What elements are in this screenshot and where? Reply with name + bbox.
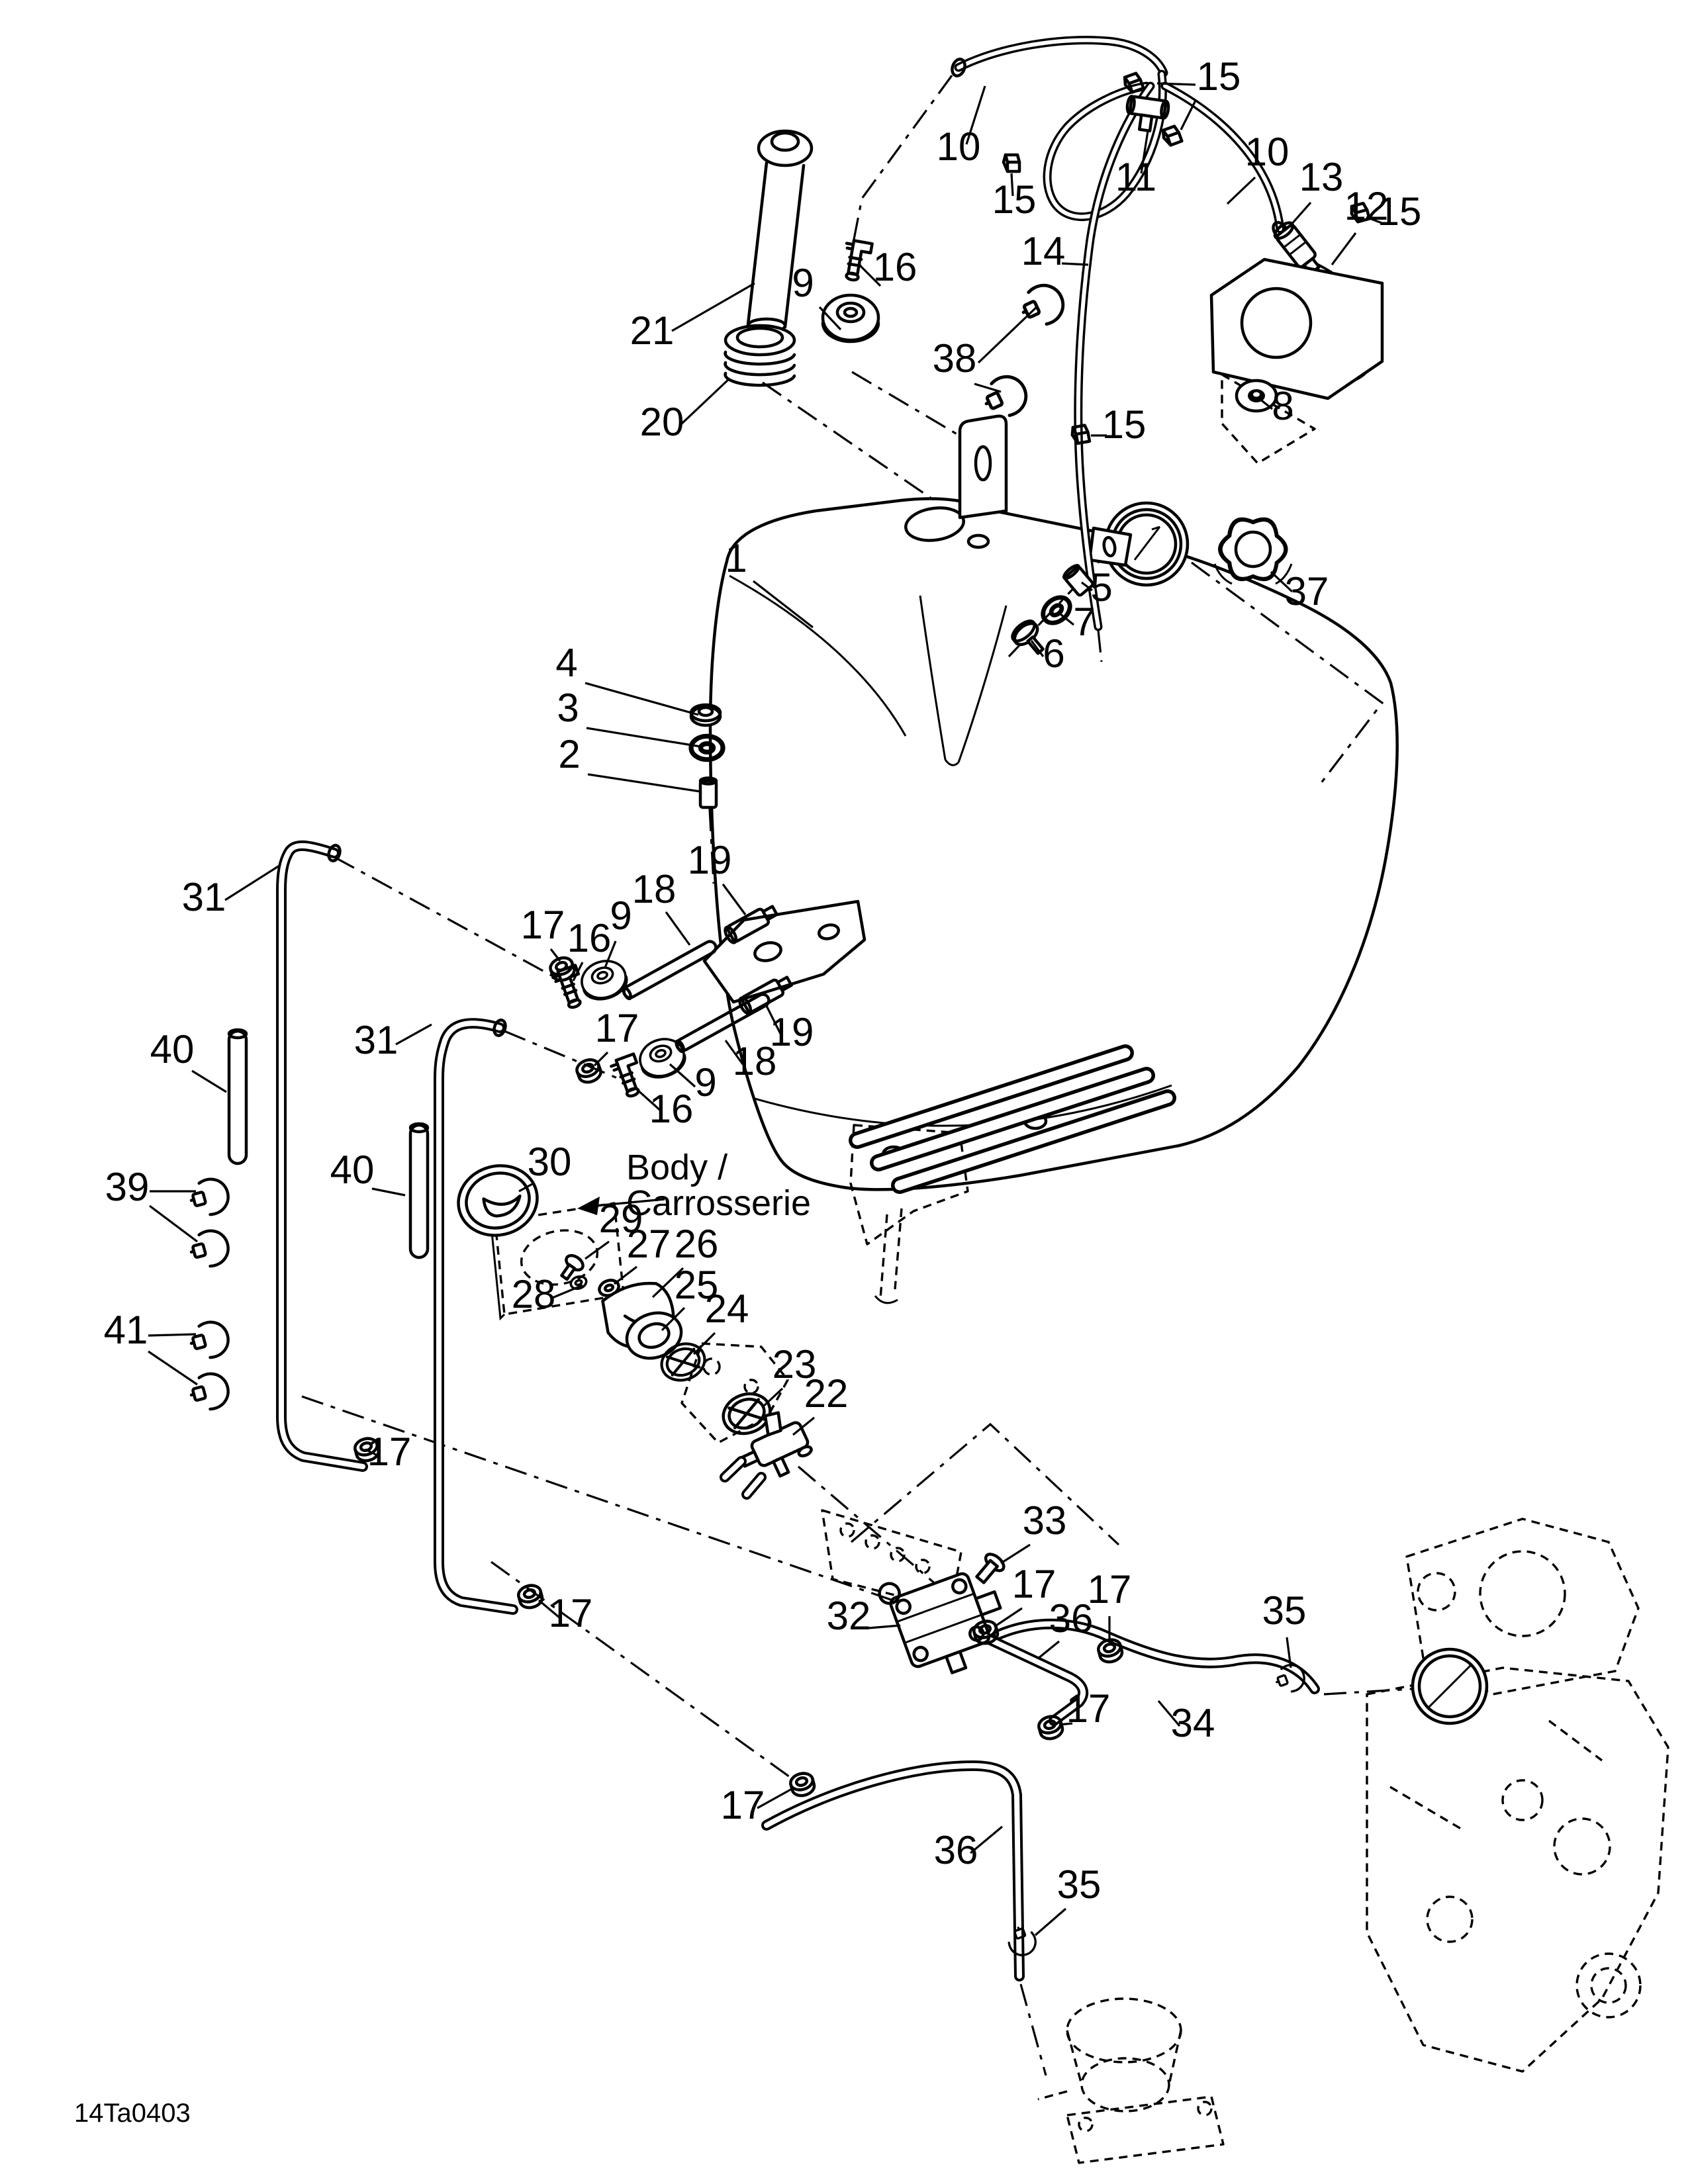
- carburetor-dashed: [1038, 1999, 1223, 2163]
- leader-line-40: [192, 1071, 226, 1092]
- leader-line-31: [225, 866, 279, 900]
- leader-line-4: [585, 683, 698, 715]
- callout-label-9: 9: [792, 261, 814, 305]
- callout-label-2: 2: [558, 732, 581, 776]
- body-label-line1: Body /: [626, 1148, 728, 1187]
- tank-ribs: [857, 1053, 1168, 1185]
- support-bracket: [1211, 259, 1382, 398]
- fuel-tank: [704, 416, 1397, 1190]
- callout-label-38: 38: [932, 336, 977, 381]
- callout-label-34: 34: [1170, 1701, 1215, 1745]
- leader-line-31: [396, 1024, 432, 1044]
- callout-label-22: 22: [804, 1371, 849, 1416]
- tank-strap-post: [960, 416, 1006, 518]
- callout-label-1: 1: [725, 536, 747, 580]
- leader-line-24: [694, 1333, 715, 1354]
- callout-label-28: 28: [511, 1272, 556, 1316]
- leader-line-35: [1035, 1909, 1066, 1935]
- clip-nut-17: [788, 1771, 816, 1798]
- callout-label-7: 7: [1073, 600, 1096, 644]
- engine-dashed: [1367, 1519, 1668, 2071]
- leader-line-17: [594, 1052, 608, 1066]
- left-hoses: [187, 279, 1070, 1610]
- callout-label-13: 13: [1299, 155, 1344, 199]
- callout-label-17: 17: [1066, 1686, 1111, 1731]
- callout-label-32: 32: [826, 1594, 871, 1638]
- spring-clip-15: [1004, 155, 1019, 171]
- callout-label-27: 27: [626, 1222, 671, 1266]
- fuel-cap-knob-37: [1215, 519, 1291, 584]
- callout-label-16: 16: [567, 916, 612, 960]
- leader-line-2: [588, 774, 700, 792]
- callout-label-4: 4: [555, 641, 578, 685]
- leader-line-40: [372, 1189, 405, 1195]
- callout-label-37: 37: [1284, 569, 1329, 614]
- grommet-9: [577, 956, 631, 1005]
- callout-label-15: 15: [1102, 402, 1147, 447]
- callout-label-41: 41: [103, 1308, 148, 1352]
- callout-label-39: 39: [105, 1165, 150, 1209]
- callout-label-6: 6: [1043, 631, 1065, 676]
- callout-label-15: 15: [1196, 54, 1241, 99]
- callout-label-26: 26: [674, 1222, 719, 1266]
- callout-label-17: 17: [1087, 1567, 1132, 1612]
- callout-label-40: 40: [150, 1027, 195, 1071]
- leader-line-41: [148, 1351, 197, 1385]
- leader-line-9: [670, 1064, 695, 1087]
- callout-label-23: 23: [772, 1342, 817, 1387]
- callout-label-9: 9: [694, 1060, 717, 1105]
- callout-label-17: 17: [520, 903, 565, 947]
- filler-spring-20: [726, 326, 794, 385]
- tank-foot-flange: [704, 901, 865, 1002]
- callout-label-36: 36: [933, 1828, 978, 1872]
- spring-clip-15: [1161, 126, 1182, 147]
- hose-clamp-39: [187, 1227, 232, 1271]
- washer-3: [691, 736, 723, 759]
- leader-line-19: [723, 884, 745, 915]
- washer-7: [1038, 592, 1075, 628]
- callout-label-16: 16: [872, 245, 917, 289]
- leader-line-38: [974, 384, 1001, 392]
- leader-line-27: [614, 1267, 637, 1284]
- tank-fittings: [691, 240, 1294, 807]
- leader-line-14: [1062, 263, 1088, 265]
- callout-label-9: 9: [610, 893, 632, 938]
- leader-line-36: [1038, 1641, 1059, 1659]
- leader-line-15: [1157, 83, 1196, 85]
- callout-label-29: 29: [598, 1197, 643, 1241]
- leader-line-33: [1001, 1545, 1030, 1563]
- callout-label-35: 35: [1262, 1588, 1307, 1633]
- callout-label-35: 35: [1056, 1862, 1102, 1907]
- tube-40: [229, 1030, 246, 1163]
- callout-label-21: 21: [630, 308, 675, 353]
- leader-line-12: [1332, 233, 1356, 265]
- callout-label-18: 18: [732, 1039, 777, 1083]
- callout-label-15: 15: [992, 177, 1037, 222]
- callout-label-14: 14: [1021, 229, 1066, 273]
- callout-label-31: 31: [181, 875, 226, 919]
- leader-line-13: [1291, 203, 1311, 225]
- rod-18: [622, 939, 718, 999]
- leader-line-1: [753, 581, 813, 627]
- leader-line-15: [1181, 101, 1196, 130]
- callout-label-33: 33: [1022, 1498, 1067, 1543]
- leader-line-38: [978, 306, 1038, 363]
- callout-label-19: 19: [687, 838, 732, 882]
- callout-label-17: 17: [594, 1006, 639, 1050]
- callout-label-20: 20: [639, 400, 684, 444]
- leader-line-32: [868, 1625, 900, 1628]
- leader-line-41: [148, 1334, 196, 1336]
- callout-label-11: 11: [1115, 155, 1157, 199]
- spacer-2: [700, 778, 716, 808]
- callout-label-24: 24: [704, 1287, 749, 1331]
- washer-28: [569, 1275, 588, 1291]
- leader-line-18: [666, 912, 690, 945]
- callout-label-17: 17: [720, 1783, 765, 1827]
- callout-label-5: 5: [1090, 565, 1113, 610]
- leader-line-39: [150, 1206, 197, 1242]
- hose-clamp-41: [187, 1318, 232, 1362]
- elbow-fitting-16: [841, 240, 872, 283]
- callout-label-16: 16: [649, 1087, 694, 1131]
- callout-label-17: 17: [367, 1430, 412, 1474]
- callout-label-19: 19: [769, 1010, 814, 1054]
- leader-line-21: [672, 283, 755, 331]
- hose-clamp-41: [187, 1370, 232, 1414]
- callout-label-31: 31: [353, 1018, 399, 1062]
- leader-line-10: [1227, 177, 1255, 204]
- nut-4: [691, 705, 720, 725]
- hose-clamp-38: [1016, 279, 1070, 332]
- hose-clamp-39: [187, 1175, 232, 1219]
- callout-label-8: 8: [1272, 384, 1294, 428]
- callout-label-15: 15: [1377, 189, 1422, 234]
- callout-label-30: 30: [527, 1140, 572, 1184]
- callout-label-40: 40: [330, 1148, 375, 1192]
- body-label-line2: Carrosserie: [626, 1183, 812, 1223]
- callout-label-36: 36: [1049, 1596, 1094, 1641]
- clip-nut-17: [516, 1583, 543, 1610]
- screw-33: [972, 1551, 1007, 1587]
- petcock-22: [729, 1404, 816, 1488]
- hose-clamp-38: [979, 371, 1033, 423]
- callout-label-3: 3: [557, 686, 579, 730]
- leader-line-20: [682, 379, 729, 424]
- callout-label-10: 10: [1244, 130, 1289, 174]
- callout-label-10: 10: [936, 124, 981, 169]
- leader-line-3: [586, 728, 700, 747]
- callout-label-18: 18: [632, 867, 677, 911]
- callout-label-25: 25: [674, 1263, 719, 1307]
- callout-label-17: 17: [548, 1591, 593, 1635]
- tube-40: [410, 1124, 428, 1257]
- callout-label-17: 17: [1011, 1562, 1056, 1606]
- lower-hose-36: [767, 1766, 1039, 1976]
- diagram-code: 14Ta0403: [74, 2099, 191, 2128]
- callout-label-12: 12: [1344, 184, 1389, 228]
